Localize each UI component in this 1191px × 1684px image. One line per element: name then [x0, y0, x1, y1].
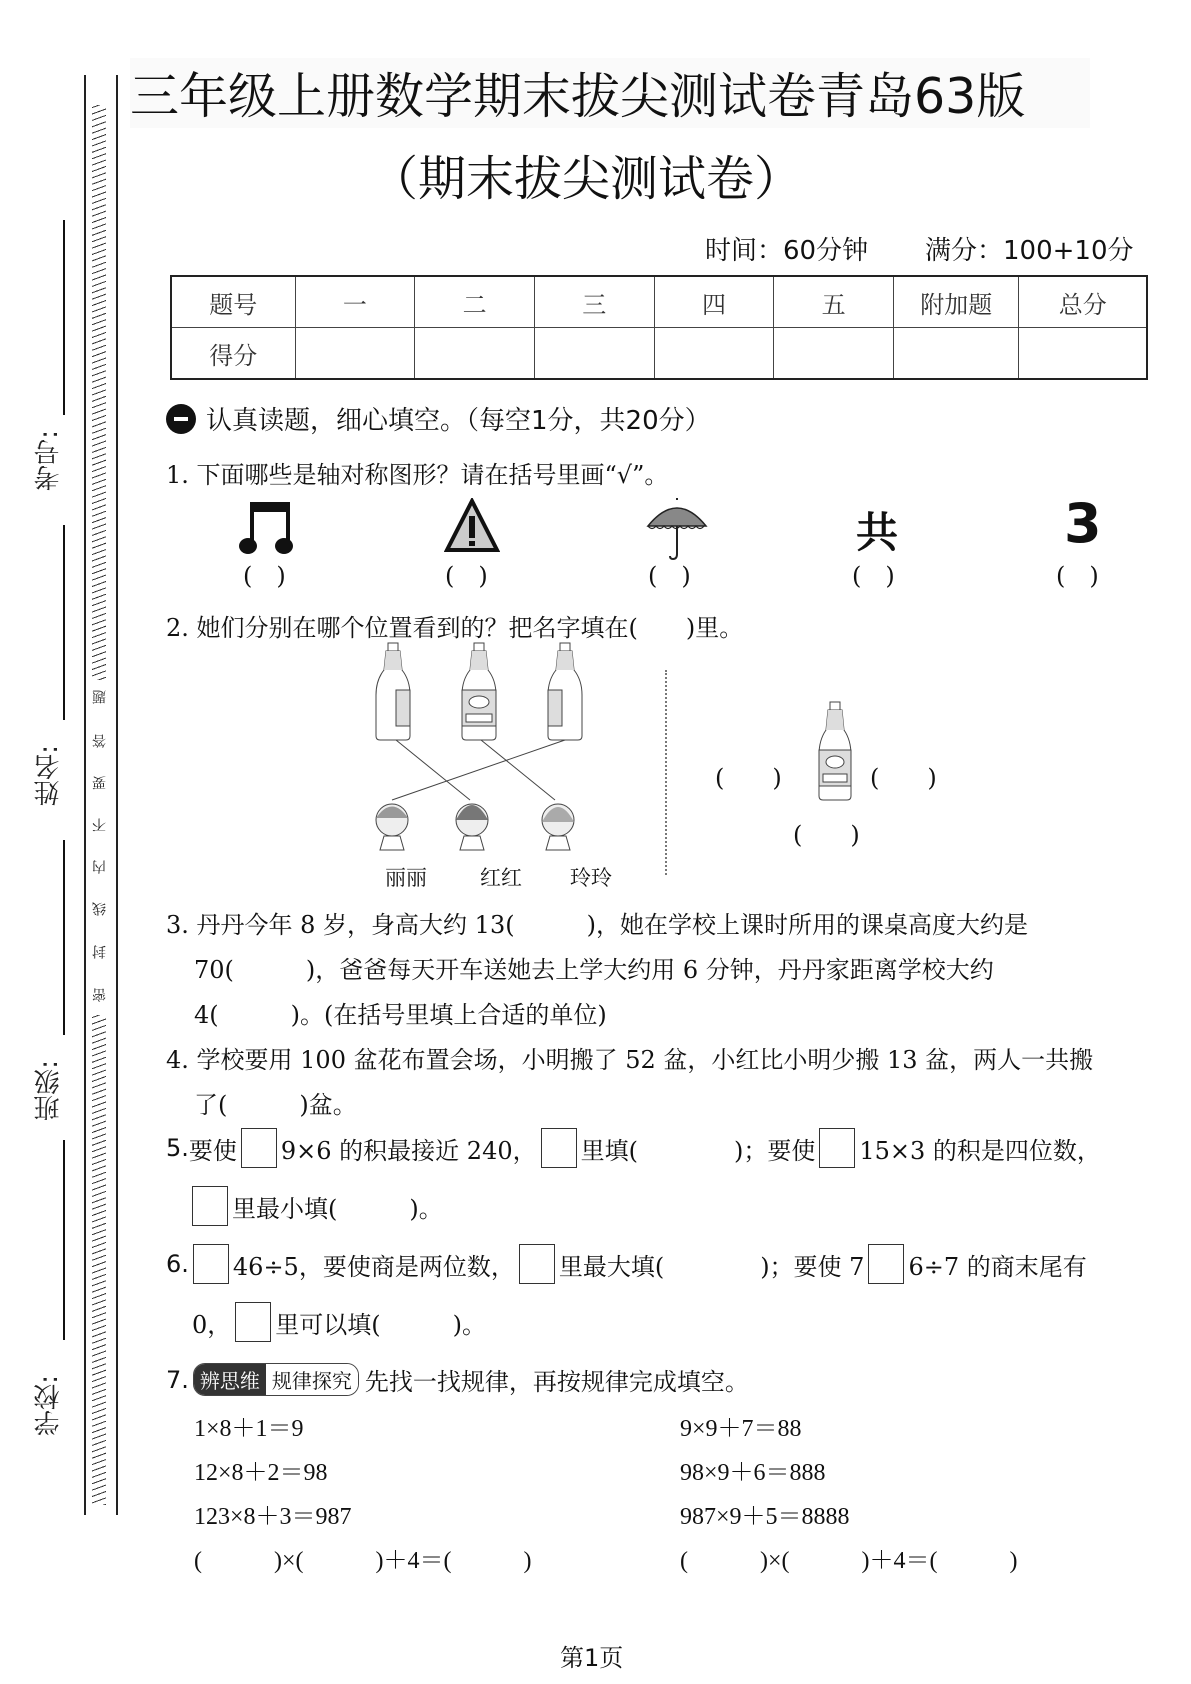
digit-box[interactable]: [241, 1128, 277, 1168]
table-header-cell: 一: [295, 276, 415, 328]
equation-left-blank[interactable]: ( )×( )＋4＝( ): [194, 1548, 532, 1574]
seal-char: 密: [92, 988, 108, 1002]
question-6-line-2: [192, 1302, 486, 1342]
page-title: 三年级上册数学期末拔尖测试卷青岛63版: [130, 58, 1090, 128]
table-header-cell: 五: [774, 276, 894, 328]
question-3-line-3: 4( )。(在括号里填上合适的单位): [194, 1001, 607, 1029]
q5-text: 要使: [188, 1136, 237, 1165]
question-5-line-1: [166, 1128, 1101, 1168]
class-field[interactable]: [63, 1140, 65, 1340]
seal-char: 答: [92, 734, 108, 748]
seal-hatch-bottom: [92, 1015, 106, 1505]
margin-border-left: [84, 75, 86, 1515]
digit-box[interactable]: [541, 1128, 577, 1168]
seal-char: 要: [92, 776, 108, 790]
digit-box[interactable]: [868, 1244, 904, 1284]
q6-text: 0，: [192, 1310, 232, 1339]
glyph-gong: 共: [856, 508, 899, 557]
q1-answer-blank[interactable]: ( ): [852, 562, 895, 590]
score-table-score-row: [171, 328, 1147, 380]
digit-box[interactable]: [192, 1186, 228, 1226]
girl-icon: [456, 804, 488, 850]
question-tag-badge: [193, 1363, 359, 1396]
question-7-heading: [166, 1362, 749, 1397]
exam-number-field-lower[interactable]: [63, 525, 65, 720]
question-2-text: 2. 她们分别在哪个位置看到的？把名字填在( )里。: [166, 614, 744, 642]
score-table-header-row: [171, 276, 1147, 328]
q5-text: 15×3 的积是四位数，: [859, 1136, 1101, 1165]
question-5-line-2: [192, 1186, 443, 1226]
question-3-line-2: 70( )，爸爸每天开车送她去上学大约用 6 分钟，丹丹家距离学校大约: [194, 956, 994, 984]
equation-right: 987×9＋5＝8888: [680, 1504, 850, 1530]
digit-box[interactable]: [819, 1128, 855, 1168]
question-4-line-2: 了( )盆。: [194, 1091, 357, 1119]
girl-icon: [376, 804, 408, 850]
q6-text: 6÷7 的商末尾有: [908, 1252, 1087, 1281]
exam-time: 时间：60分钟: [705, 236, 869, 266]
dotted-divider: [665, 670, 667, 875]
digit-box[interactable]: [519, 1244, 555, 1284]
margin-border-right: [116, 75, 118, 1515]
question-6-line-1: [166, 1244, 1087, 1284]
question-number: 6.: [166, 1250, 189, 1278]
bottle-icon: [548, 643, 582, 740]
q2-bottom-blank[interactable]: ( ): [793, 821, 860, 849]
girl-name-lingling: 玲玲: [570, 866, 612, 890]
exam-number-label: 考号:: [34, 430, 64, 491]
girl-name-lili: 丽丽: [385, 866, 427, 890]
bottle-icon: [462, 643, 496, 740]
table-header-cell: 附加题: [894, 276, 1019, 328]
bottle-icon: [376, 643, 410, 740]
table-header-cell: 四: [654, 276, 774, 328]
exam-number-field[interactable]: [63, 220, 65, 415]
question-number: 5.: [166, 1134, 189, 1162]
question-4-line-1: 4. 学校要用 100 盆花布置会场，小明搬了 52 盆，小红比小明少搬 13 盆，两人一共搬: [166, 1046, 1094, 1074]
score-cell[interactable]: [774, 328, 894, 380]
digit-box[interactable]: [235, 1302, 271, 1342]
badge-dark-label: 辨思维: [194, 1364, 266, 1395]
score-cell[interactable]: [295, 328, 415, 380]
class-label: 班级:: [34, 1060, 64, 1121]
seal-char: 不: [92, 818, 108, 832]
q6-text: 里可以填( )。: [275, 1310, 487, 1339]
score-table: [170, 275, 1148, 380]
bottle-icon: [818, 700, 852, 802]
seal-char: 内: [92, 860, 108, 874]
equation-left: 123×8＋3＝987: [194, 1504, 352, 1530]
section-title: 认真读题，细心填空。（每空1分，共20分）: [206, 406, 711, 436]
q1-answer-blank[interactable]: ( ): [648, 562, 691, 590]
page-subtitle: （期末拔尖测试卷）: [370, 151, 803, 207]
circle-minus-icon: [166, 404, 196, 434]
q2-left-blank[interactable]: ( ): [715, 764, 782, 792]
q1-answer-blank[interactable]: ( ): [243, 562, 286, 590]
section-heading: [166, 400, 711, 437]
score-cell[interactable]: [415, 328, 535, 380]
q1-answer-blank[interactable]: ( ): [445, 562, 488, 590]
digit-box[interactable]: [193, 1244, 229, 1284]
seal-hatch-top: [92, 105, 106, 680]
warning-triangle-icon: [444, 498, 500, 554]
q5-text: 里填( )；要使: [580, 1136, 816, 1165]
score-row-label: 得分: [171, 328, 295, 380]
name-label: 姓名:: [34, 745, 64, 806]
girl-icon: [542, 804, 574, 850]
equation-left: 12×8＋2＝98: [194, 1460, 328, 1486]
score-cell[interactable]: [1019, 328, 1147, 380]
equation-right-blank[interactable]: ( )×( )＋4＝( ): [680, 1548, 1018, 1574]
table-header-cell: 三: [534, 276, 654, 328]
table-header-cell: 题号: [171, 276, 295, 328]
question-number: 7.: [166, 1365, 189, 1394]
table-header-cell: 二: [415, 276, 535, 328]
seal-char: 线: [92, 902, 108, 916]
equation-left: 1×8＋1＝9: [194, 1416, 304, 1442]
question-3-line-1: 3. 丹丹今年 8 岁，身高大约 13( )，她在学校上课时所用的课桌高度大约是: [166, 911, 1028, 939]
q5-text: 里最小填( )。: [232, 1194, 443, 1223]
equation-right: 98×9＋6＝888: [680, 1460, 826, 1486]
q6-text: 46÷5，要使商是两位数，: [232, 1252, 515, 1281]
school-label: 学校:: [34, 1375, 64, 1436]
score-cell[interactable]: [654, 328, 774, 380]
q1-answer-blank[interactable]: ( ): [1056, 562, 1099, 590]
q5-text: 9×6 的积最接近 240，: [280, 1136, 537, 1165]
glyph-three: 3: [1064, 492, 1102, 555]
page-number: 第1页: [560, 1644, 624, 1672]
music-note-icon: [238, 500, 298, 556]
full-score: 满分：100+10分: [925, 236, 1134, 266]
score-cell[interactable]: [894, 328, 1019, 380]
seal-char: 封: [92, 945, 108, 959]
girl-name-honghong: 红红: [480, 866, 522, 890]
seal-char: 题: [92, 690, 108, 704]
question-1-text: 1. 下面哪些是轴对称图形？请在括号里画“√”。: [166, 461, 669, 489]
q2-right-blank[interactable]: ( ): [870, 764, 937, 792]
score-cell[interactable]: [534, 328, 654, 380]
q6-text: 里最大填( )；要使 7: [558, 1252, 865, 1281]
umbrella-icon: [646, 496, 708, 562]
q7-instruction: 先找一找规律，再按规律完成填空。: [364, 1368, 749, 1396]
table-header-cell: 总分: [1019, 276, 1147, 328]
badge-light-label: 规律探究: [266, 1364, 358, 1395]
equation-right: 9×9＋7＝88: [680, 1416, 802, 1442]
name-field[interactable]: [63, 840, 65, 1035]
bottles-viewpoint-illustration: [370, 640, 640, 870]
